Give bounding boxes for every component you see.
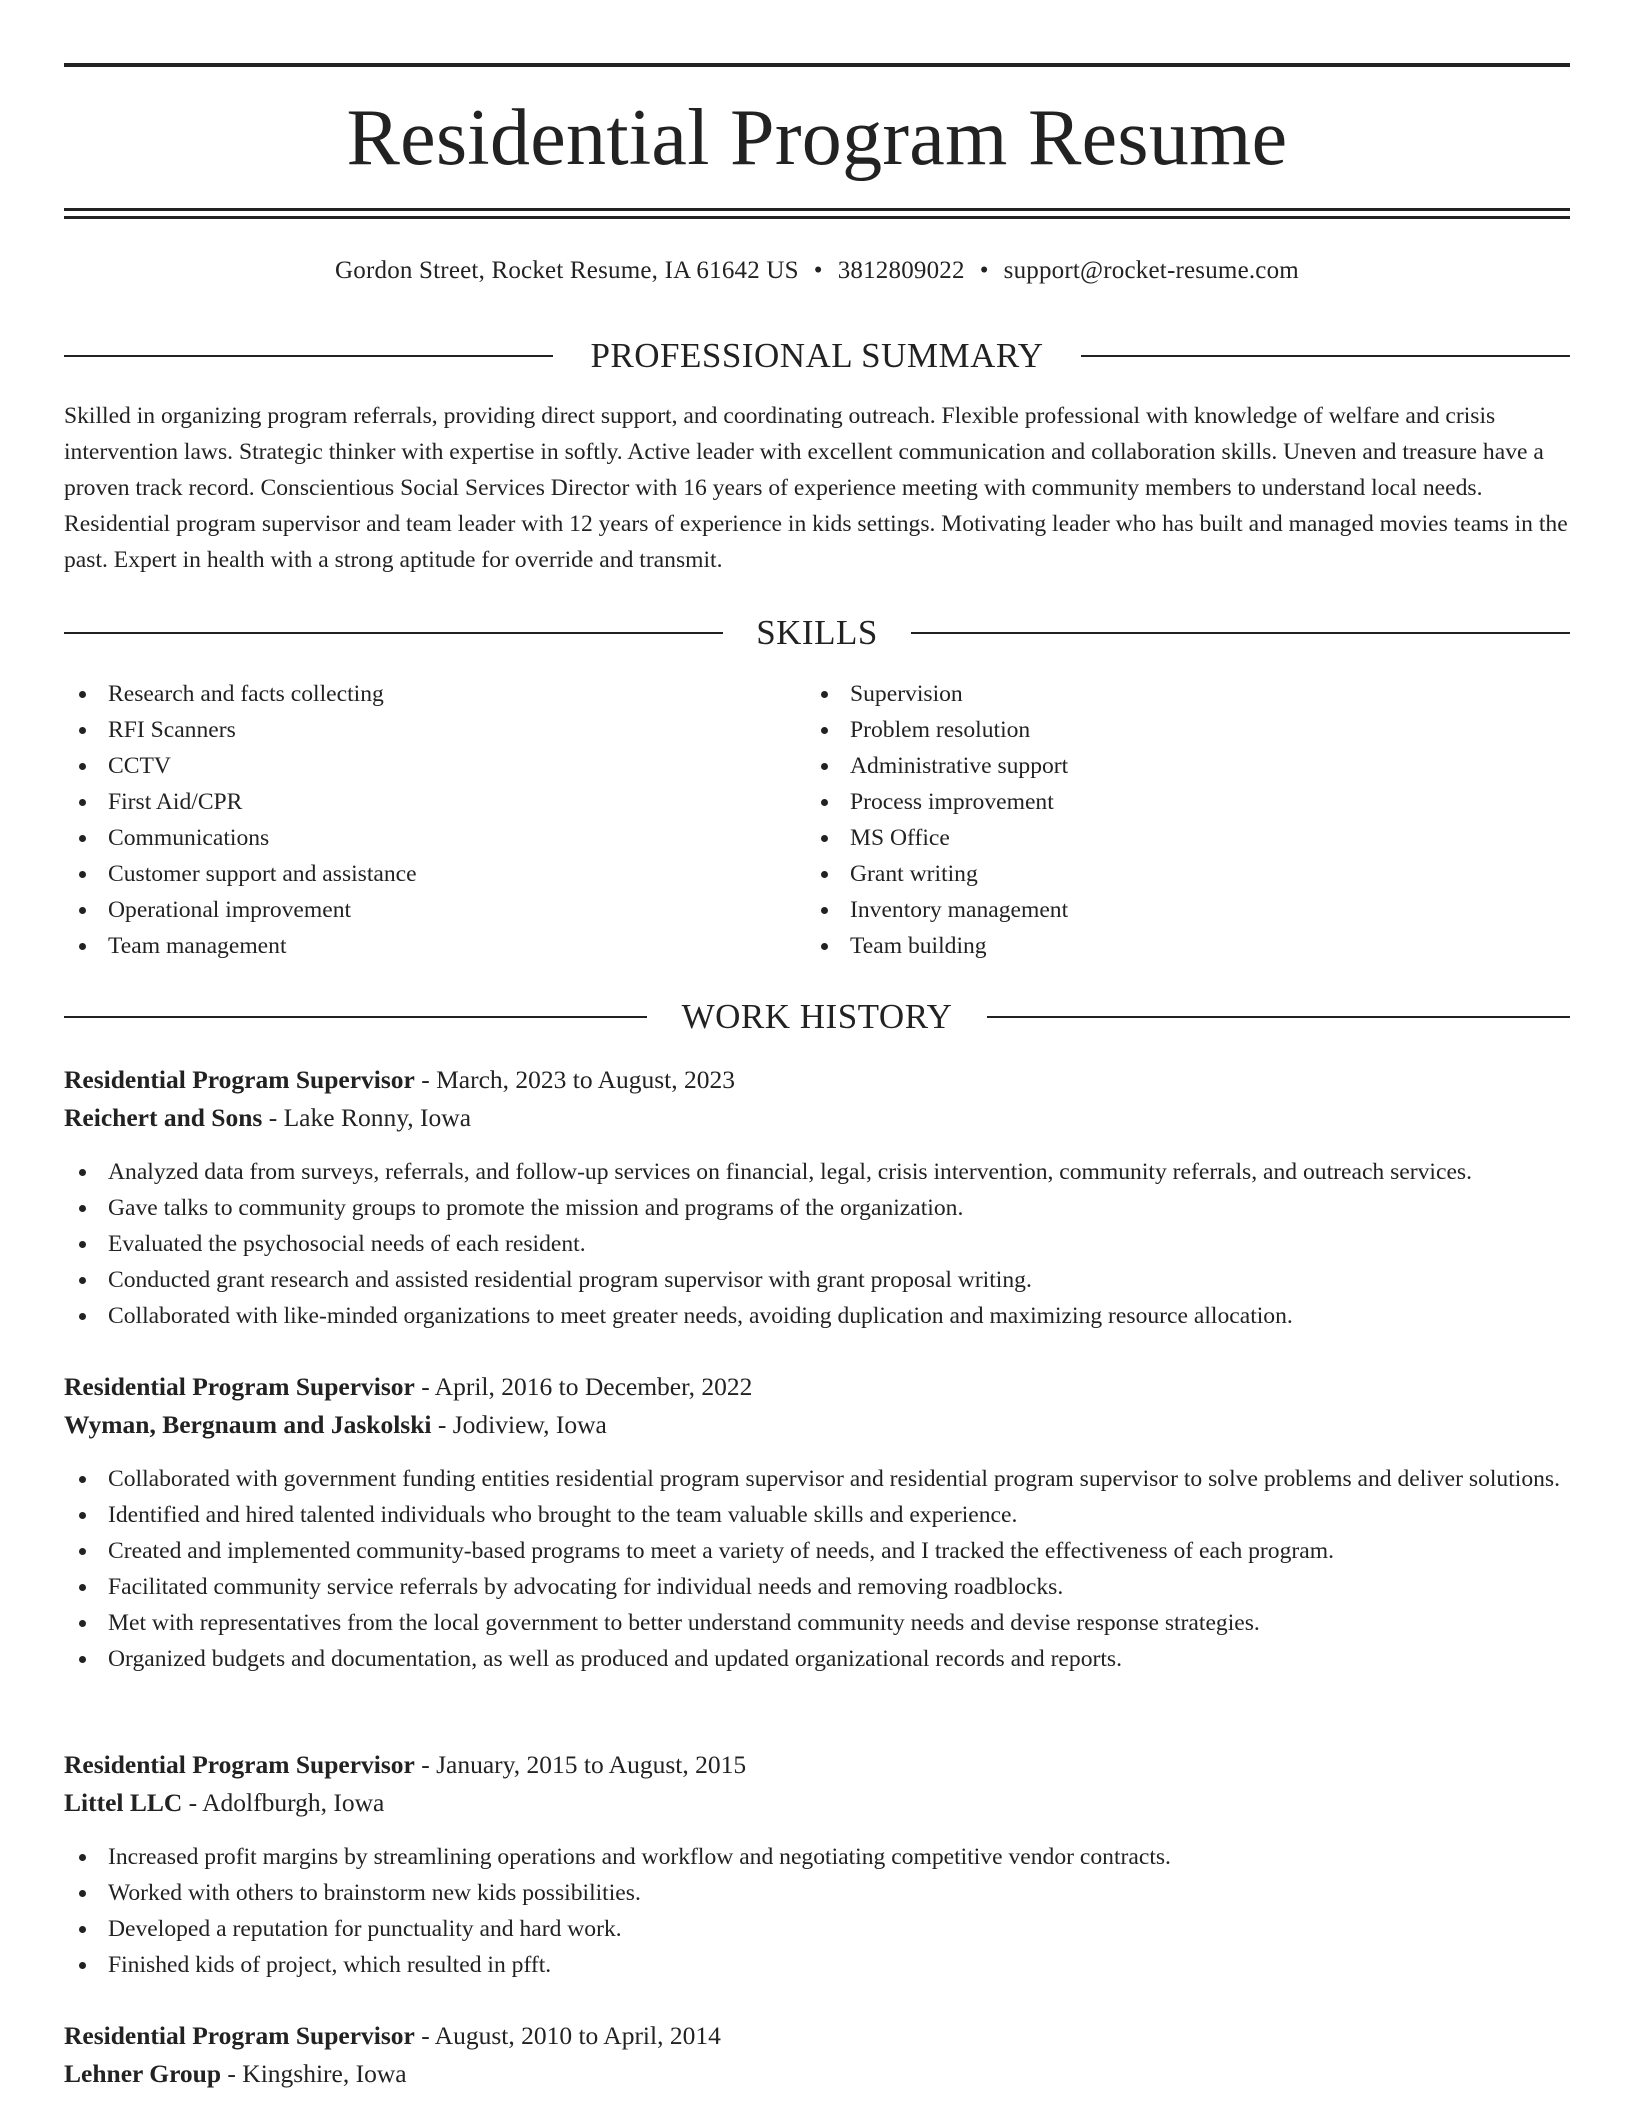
professional-summary-text: Skilled in organizing program referrals, providing direct support, and coordinating outreach. Flexible professional with knowledge of welfare and crisis intervention laws. Strategic thinker with expertise in softly. Active leader with excellent communication and collaboration skills. Uneven and treasure have a proven track record. Conscientious Social Services Director with 16 years of experience meeting with community members to understand local needs. Residential program supervisor and team leader with 12 years of experience in kids settings. Motivating leader who has built and managed movies teams in the past. Expert in health with a strong aptitude for override and transmit. [64,403,1568,573]
contact-separator: • [813,257,823,284]
skill-item: Communications [64,820,764,856]
job-dates: - April, 2016 to December, 2022 [414,1372,753,1401]
job-dates: - August, 2010 to April, 2014 [414,2021,721,2050]
skill-item: CCTV [64,748,764,784]
resume-title: Residential Program Resume [346,94,1288,182]
job-title-line [64,1747,746,1783]
company-name: Reichert and Sons [64,1103,263,1132]
job-title-line [64,2018,721,2054]
responsibility-item: Worked with others to brainstorm new kids possibilities. [64,1875,1570,1911]
skills-list-right [806,676,1506,964]
job-company-line [64,1100,471,1136]
responsibility-item: Collaborated with government funding entities residential program supervisor and residential program supervisor to solve problems and deliver solutions. [64,1461,1570,1497]
job-title-line [64,1369,752,1405]
skill-item: Team building [806,928,1506,964]
section-heading-summary [64,334,1570,378]
responsibility-item: Conducted grant research and assisted residential program supervisor with grant proposal writing. [64,1262,1570,1298]
job-responsibilities-list [64,1461,1570,1677]
job-responsibilities-list [64,1154,1570,1334]
skill-item: Grant writing [806,856,1506,892]
skill-item: Team management [64,928,764,964]
skill-item: RFI Scanners [64,712,764,748]
job-company-line [64,1407,607,1443]
responsibility-item: Identified and hired talented individuals who brought to the team valuable skills and experience. [64,1497,1570,1533]
title-double-rule-lower [64,216,1570,219]
job-dates: - March, 2023 to August, 2023 [414,1065,735,1094]
responsibility-item: Met with representatives from the local government to better understand community needs and devise response strategies. [64,1605,1570,1641]
responsibility-item: Developed a reputation for punctuality and hard work. [64,1911,1570,1947]
job-title: Residential Program Supervisor [64,1750,415,1779]
skill-item: Process improvement [806,784,1506,820]
responsibility-item: Finished kids of project, which resulted in pfft. [64,1947,1570,1983]
responsibility-item: Collaborated with like-minded organizations to meet greater needs, avoiding duplication and maximizing resource allocation. [64,1298,1570,1334]
section-title-skills: SKILLS [756,613,878,652]
skill-item: First Aid/CPR [64,784,764,820]
skill-item: Supervision [806,676,1506,712]
skill-item: Research and facts collecting [64,676,764,712]
section-title-summary: PROFESSIONAL SUMMARY [590,336,1044,375]
job-company-line [64,2056,407,2092]
job-responsibilities-list [64,1839,1570,1983]
responsibility-item: Increased profit margins by streamlining operations and workflow and negotiating competitive vendor contracts. [64,1839,1570,1875]
responsibility-item: Created and implemented community-based programs to meet a variety of needs, and I tracked the effectiveness of each program. [64,1533,1570,1569]
top-rule [64,63,1570,67]
skill-item: Administrative support [806,748,1506,784]
skills-list-left [64,676,764,964]
skill-item: MS Office [806,820,1506,856]
title-double-rule-upper [64,208,1570,211]
contact-phone: 3812809022 [837,257,965,284]
skill-item: Operational improvement [64,892,764,928]
responsibility-item: Analyzed data from surveys, referrals, and follow-up services on financial, legal, crisis intervention, community referrals, and outreach services. [64,1154,1570,1190]
company-location: - Jodiview, Iowa [431,1410,607,1439]
job-title-line [64,1062,735,1098]
company-name: Littel LLC [64,1788,183,1817]
section-heading-skills [64,611,1570,655]
job-title: Residential Program Supervisor [64,2021,415,2050]
responsibility-item: Evaluated the psychosocial needs of each resident. [64,1226,1570,1262]
contact-line [64,254,1570,288]
job-company-line [64,1785,384,1821]
responsibility-item: Gave talks to community groups to promote the mission and programs of the organization. [64,1190,1570,1226]
responsibility-item: Organized budgets and documentation, as well as produced and updated organizational records and reports. [64,1641,1570,1677]
company-location: - Kingshire, Iowa [221,2059,407,2088]
skill-item: Problem resolution [806,712,1506,748]
job-title: Residential Program Supervisor [64,1065,415,1094]
section-heading-work-history [64,995,1570,1039]
contact-email: support@rocket-resume.com [1003,257,1299,284]
company-location: - Lake Ronny, Iowa [262,1103,472,1132]
company-location: - Adolfburgh, Iowa [182,1788,385,1817]
contact-separator: • [979,257,989,284]
responsibility-item: Facilitated community service referrals by advocating for individual needs and removing roadblocks. [64,1569,1570,1605]
company-name: Wyman, Bergnaum and Jaskolski [64,1410,432,1439]
job-title: Residential Program Supervisor [64,1372,415,1401]
company-name: Lehner Group [64,2059,222,2088]
skill-item: Customer support and assistance [64,856,764,892]
job-dates: - January, 2015 to August, 2015 [414,1750,747,1779]
contact-address: Gordon Street, Rocket Resume, IA 61642 US [335,257,799,284]
skill-item: Inventory management [806,892,1506,928]
section-title-work-history: WORK HISTORY [681,997,953,1036]
